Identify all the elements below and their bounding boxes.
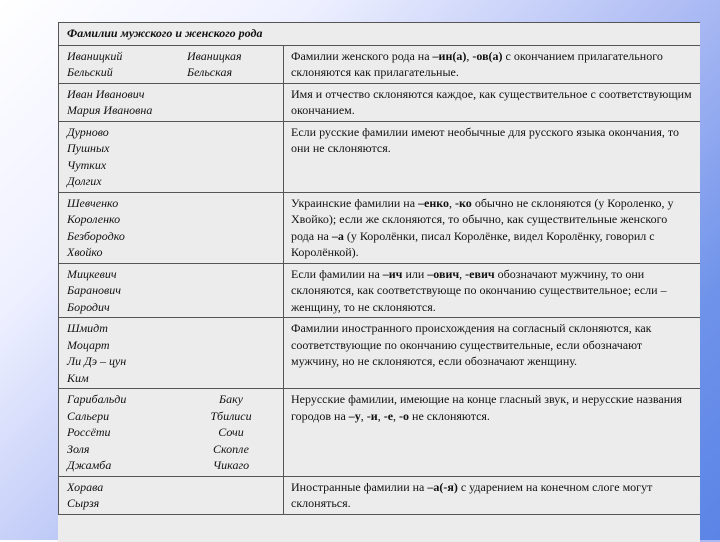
city-name: Баку bbox=[218, 392, 244, 406]
rule-text: Если русские фамилии имеют необычные для русского языка окончания, то они не склоняются. bbox=[291, 124, 679, 155]
surname: Иваницкий bbox=[67, 48, 123, 63]
table-row bbox=[59, 192, 701, 263]
names-right-column bbox=[187, 48, 275, 81]
names-cell bbox=[59, 121, 284, 192]
surname: Чутких bbox=[67, 157, 107, 172]
city-name: Тбилиси bbox=[210, 408, 252, 423]
names-left-column bbox=[67, 48, 187, 81]
names-cell bbox=[59, 45, 284, 83]
surname: Ли Дэ – цун bbox=[67, 354, 127, 368]
surname: Хорава bbox=[67, 479, 104, 494]
surname: Шевченко bbox=[67, 195, 119, 210]
ending-highlight: -е bbox=[383, 408, 394, 423]
ending-highlight: –ич bbox=[382, 266, 403, 281]
names-left-column bbox=[67, 391, 187, 474]
rule-cell bbox=[284, 45, 701, 83]
ending-highlight: –а bbox=[331, 228, 344, 243]
rule-text: Если фамилии на –ич или –ович, -евич обозначают мужчину, то они склоняются, как соответствующе по окончанию существительное; если – женщину, то не склоняются. bbox=[291, 266, 667, 314]
table-row bbox=[59, 476, 701, 514]
surname: Мицкевич bbox=[67, 266, 117, 281]
surname: Баранович bbox=[67, 283, 121, 297]
surname-feminine: Бельская bbox=[187, 65, 233, 79]
rule-cell bbox=[284, 389, 701, 477]
ending-highlight: -ко bbox=[455, 195, 472, 210]
rule-text: Фамилии женского рода на –ин(а), -ов(а) с окончанием прилагательного склоняются как прилагательные. bbox=[291, 48, 663, 79]
ending-highlight: -и bbox=[366, 408, 378, 423]
rule-text: Украинские фамилии на –енко, -ко обычно не склоняются (у Короленко, у Хвойко); если же склоняются, то обычно, как существительные женского рода на –а (у Королёнки, писал Королёнке, видел Королёнку, говорил с Королёнкой). bbox=[291, 195, 674, 259]
rule-cell bbox=[284, 83, 701, 121]
ending-highlight: –ович bbox=[427, 266, 460, 281]
surname: Мария Ивановна bbox=[67, 103, 153, 117]
surname: Бельский bbox=[67, 65, 113, 79]
rule-cell bbox=[284, 121, 701, 192]
rule-text: Нерусские фамилии, имеющие на конце гласный звук, и нерусские названия городов на –у, -и, -е, -о не склоняются. bbox=[291, 392, 683, 423]
surname: Золя bbox=[67, 441, 90, 456]
ending-highlight: –а(-я) bbox=[427, 479, 458, 494]
names-pair bbox=[67, 391, 275, 474]
surname: Дурново bbox=[67, 124, 109, 139]
rule-text: Иностранные фамилии на –а(-я) с ударением на конечном слоге могут склоняться. bbox=[291, 479, 653, 510]
surname: Россёти bbox=[67, 425, 111, 439]
ending-highlight: –у bbox=[348, 408, 361, 423]
rule-text: Фамилии иностранного происхождения на согласный склоняются, как соответствующие по окончанию существительные, если обозначают мужчину, но не склоняются, если обозначают женщину. bbox=[291, 321, 652, 368]
names-cell bbox=[59, 83, 284, 121]
surname: Хвойко bbox=[67, 245, 103, 259]
table-title: Фамилии мужского и женского рода bbox=[59, 23, 701, 46]
table-row bbox=[59, 121, 701, 192]
ending-highlight: -о bbox=[399, 408, 410, 423]
surname: Джамба bbox=[67, 458, 112, 472]
surname: Сырзя bbox=[67, 496, 100, 510]
surname: Шмидт bbox=[67, 321, 108, 335]
city-name: Сочи bbox=[218, 425, 244, 439]
surname: Иван Иванович bbox=[67, 86, 145, 101]
surname: Сальери bbox=[67, 408, 110, 423]
rule-cell bbox=[284, 263, 701, 318]
names-cell bbox=[59, 263, 284, 318]
ending-highlight: -ов(а) bbox=[472, 48, 503, 63]
surname: Гарибальди bbox=[67, 392, 127, 406]
surname: Безбородко bbox=[67, 228, 125, 243]
slide-sheet bbox=[58, 22, 700, 542]
ending-highlight: –ин(а) bbox=[432, 48, 467, 63]
names-right-column bbox=[187, 391, 275, 474]
city-name: Скопле bbox=[212, 441, 250, 456]
surname: Бородич bbox=[67, 299, 110, 314]
names-cell bbox=[59, 318, 284, 389]
table-row bbox=[59, 318, 701, 389]
rule-cell bbox=[284, 476, 701, 514]
table-row bbox=[59, 389, 701, 477]
table-row bbox=[59, 45, 701, 83]
names-cell bbox=[59, 476, 284, 514]
surname: Ким bbox=[67, 370, 89, 385]
table-row bbox=[59, 263, 701, 318]
rule-text: Имя и отчество склоняются каждое, как существительное с соответствующим окончанием. bbox=[291, 86, 692, 117]
surname: Моцарт bbox=[67, 337, 110, 352]
ending-highlight: –енко bbox=[418, 195, 450, 210]
names-cell bbox=[59, 192, 284, 263]
surname: Долгих bbox=[67, 174, 102, 188]
table-row bbox=[59, 83, 701, 121]
table-title-row bbox=[59, 23, 701, 46]
names-pair bbox=[67, 48, 275, 81]
surname-feminine: Иваницкая bbox=[187, 48, 242, 63]
surname-table bbox=[58, 22, 700, 515]
rule-cell bbox=[284, 318, 701, 389]
surname: Короленко bbox=[67, 212, 121, 226]
rule-cell bbox=[284, 192, 701, 263]
city-name: Чикаго bbox=[212, 458, 250, 472]
ending-highlight: -евич bbox=[465, 266, 495, 281]
names-cell bbox=[59, 389, 284, 477]
surname: Пушных bbox=[67, 141, 110, 155]
